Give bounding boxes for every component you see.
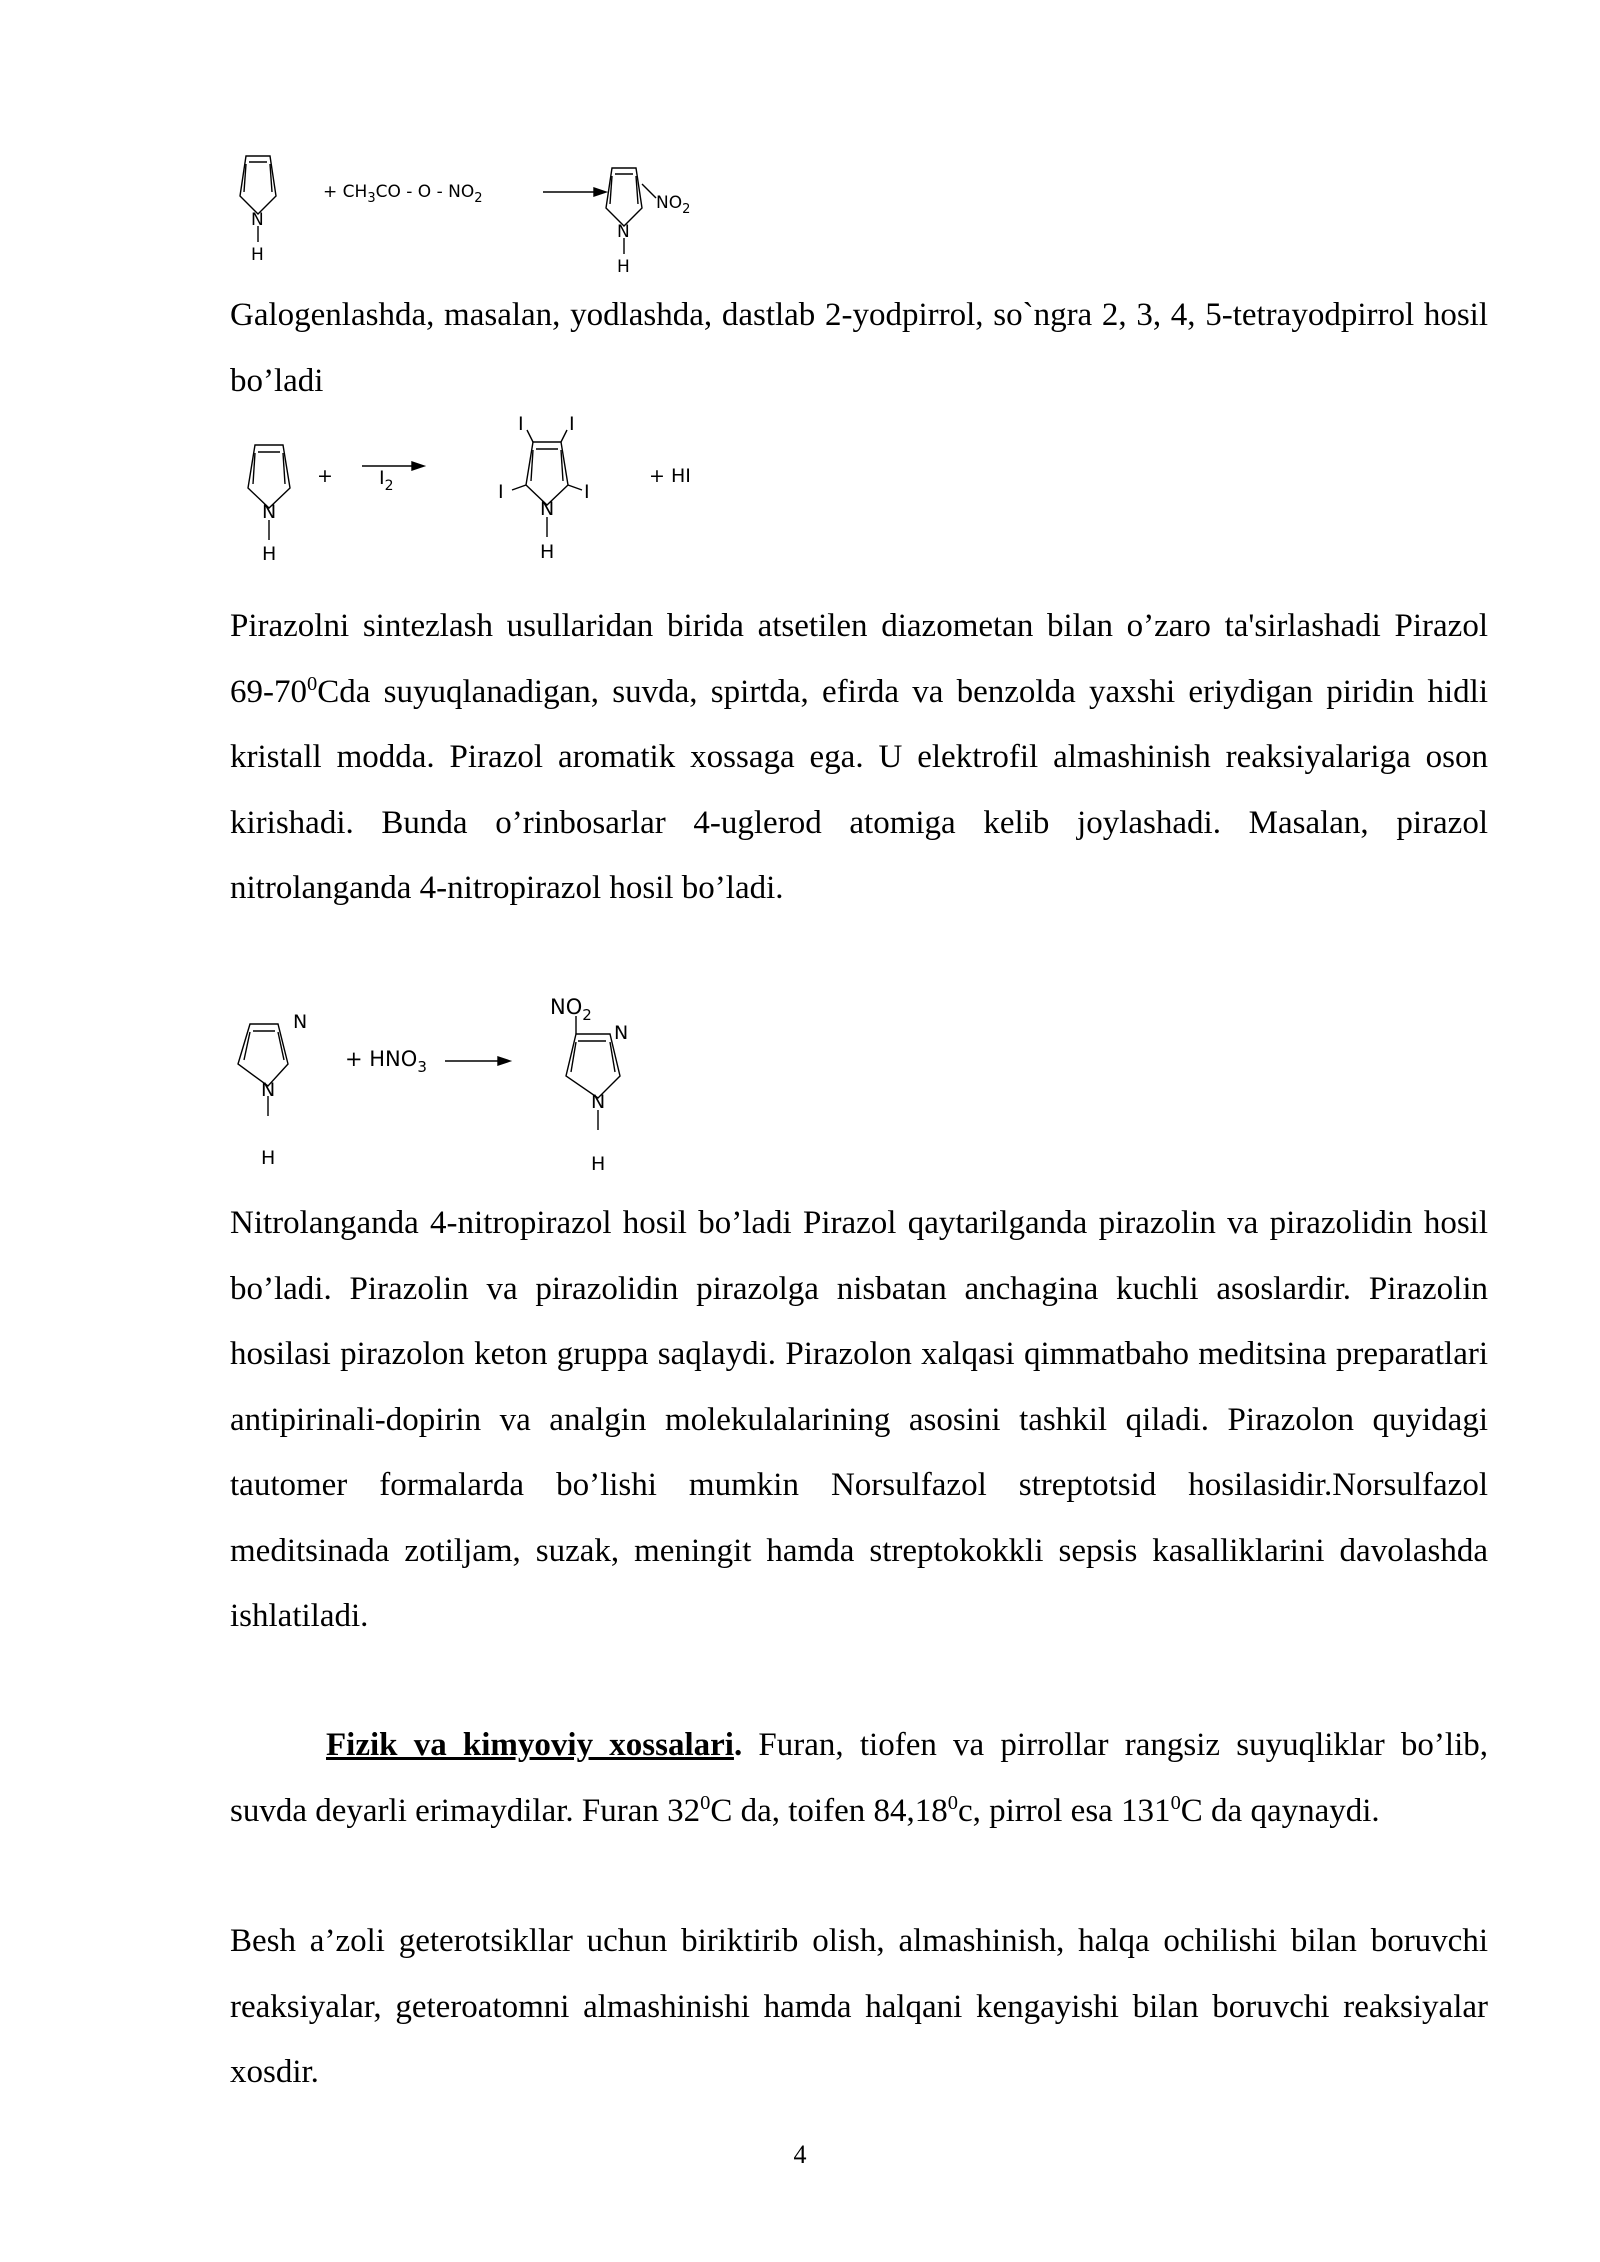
iodine-reagent-label: $I_2$	[379, 467, 394, 494]
halogenation-paragraph: Galogenlashda, masalan, yodlashda, dastlab 2-yodpirrol, so`ngra 2, 3, 4, 5-tetrayodpirrol hosil bo’ladi	[230, 297, 1488, 399]
pyrazole-nitration-scheme	[220, 992, 680, 1177]
iodine-label-3: I	[518, 413, 524, 435]
page-number: 4	[793, 2140, 807, 2169]
ring-n-label: N	[262, 501, 277, 523]
product-ring-h-label: H	[617, 257, 630, 277]
degree-sup: 0	[1170, 1791, 1181, 1814]
product-group-label: $NO_2$	[550, 995, 592, 1024]
product-ring-n2-label: N	[614, 1022, 629, 1044]
pyrrole-iodination-figure	[220, 413, 720, 570]
reagent-label: + $CH_3CO$ - O - $NO_2$	[323, 182, 483, 206]
five-membered-paragraph: Besh a’zoli geterotsikllar uchun biriktirib olish, almashinish, halqa ochilishi bilan boruvchi reaksiyalar, geteroatomni almashinishi hamda halqani kengayishi bilan boruvchi reaksiyalar xosdir.	[230, 1923, 1488, 2090]
pyrrole-iodination-scheme	[220, 413, 720, 570]
iodine-label-5: I	[584, 481, 590, 503]
ring-h-label: H	[262, 543, 277, 565]
iodine-label-2: I	[498, 481, 504, 503]
ring-n-label: N	[251, 210, 264, 230]
degree-sup: 0	[307, 672, 318, 695]
ring-n1-label: N	[261, 1079, 276, 1101]
product-group-label: $NO_2$	[656, 193, 691, 217]
nitration-paragraph: Nitrolanganda 4-nitropirazol hosil bo’ladi Pirazol qaytarilganda pirazolin va pirazolidin hosil bo’ladi. Pirazolin va pirazolidin pirazolga nisbatan anchagina kuchli asoslardir. Pirazolin hosilasi pirazolon keton gruppa saqlaydi. Pirazolon xalqasi qimmatbaho meditsina preparatlari antipirinali-dopirin va analgin molekulalarining asosini tashkil qiladi. Pirazolon quyidagi tautomer formalarda bo’lishi mumkin Norsulfazol streptotsid hosilasidir.Norsulfazol meditsinada zotiljam, suzak, meningit hamda streptokokkli sepsis kasalliklarini davolashda ishlatiladi.	[230, 1205, 1488, 1634]
product-ring-n-label: N	[540, 498, 555, 520]
section-heading: Fizik va kimyoviy xossalari	[326, 1727, 734, 1763]
pyrrole-nitration-figure	[220, 148, 700, 277]
degree-sup: 0	[947, 1791, 958, 1814]
plus-sign: +	[317, 465, 333, 487]
hno3-reagent-label: + $HNO_3$	[345, 1047, 427, 1076]
product-ring-h-label: H	[591, 1153, 606, 1175]
ring-h-label: H	[251, 245, 264, 265]
iodine-label-4: I	[569, 413, 575, 435]
product-ring-n-label: N	[617, 222, 630, 242]
ring-n2-label: N	[293, 1011, 308, 1033]
physical-properties-paragraph: Fizik va kimyoviy xossalari. Furan, tiofen va pirrollar rangsiz suyuqliklar bo’lib, suvda deyarli erimaydilar. Furan $32^0C$ da, toifen 84,18$^0$c, pirrol esa $131^0C$ da qaynaydi.	[230, 1727, 1488, 1829]
product-ring-n1-label: N	[591, 1091, 606, 1113]
pyrazole-nitration-figure	[220, 992, 680, 1177]
pyrazole-paragraph: Pirazolni sintezlash usullaridan birida atsetilen diazometan bilan o’zaro ta'sirlashadi Pirazol $69-70^0Cda$ suyuqlanadigan, suvda, spirtda, efirda va benzolda yaxshi eriydigan piridin hidli kristall modda. Pirazol aromatik xossaga ega. U elektrofil almashinish reaksiyalariga oson kirishadi. Bunda o’rinbosarlar 4-uglerod atomiga kelib joylashadi. Masalan, pirazol nitrolanganda 4-nitropirazol hosil bo’ladi.	[230, 608, 1488, 906]
degree-sup: 0	[700, 1791, 711, 1814]
pyrrole-nitration-scheme	[220, 148, 700, 277]
product-ring-h-label: H	[540, 541, 555, 563]
ring-h-label: H	[261, 1147, 276, 1169]
hi-byproduct-label: + HI	[649, 465, 691, 487]
